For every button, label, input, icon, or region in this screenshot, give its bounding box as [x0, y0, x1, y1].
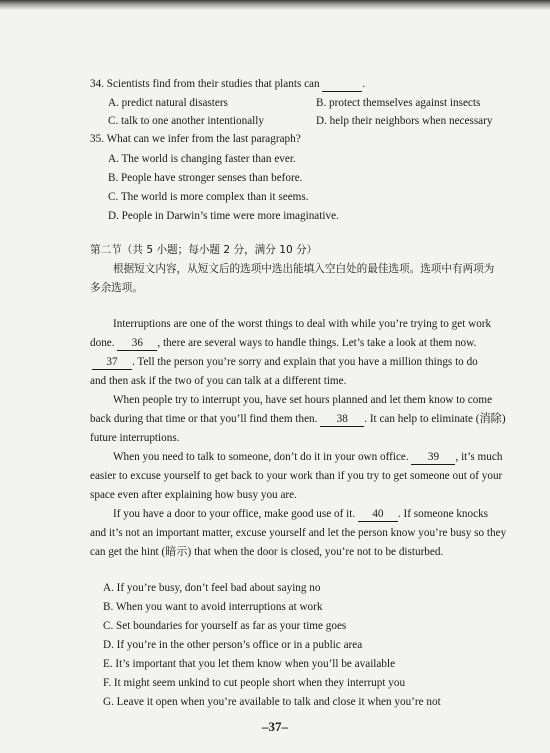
- blank-36[interactable]: 36: [117, 336, 157, 351]
- passage-p2-line1: [92, 355, 478, 370]
- choice-b[interactable]: B. When you want to avoid interruptions at work: [103, 601, 323, 613]
- passage-p1-line1: Interruptions are one of the worst things to deal with while you’re trying to get work: [113, 318, 492, 330]
- passage-p4-line2: easier to excuse yourself to get back to your work than if you try to get someone out of your: [90, 470, 503, 482]
- choice-a[interactable]: A. If you’re busy, don’t feel bad about saying no: [103, 582, 321, 594]
- choice-f[interactable]: F. It might seem unkind to cut people short when they interrupt you: [103, 677, 406, 689]
- page-number: –37–: [262, 719, 288, 734]
- passage-p5-line1: [113, 507, 488, 522]
- q34-option-a[interactable]: A. predict natural disasters: [108, 97, 228, 109]
- question-34-text: 34. Scientists find from their studies that plants can: [90, 78, 320, 90]
- passage-p3-start: back during that time or that you’ll find them then.: [90, 413, 318, 425]
- q34-option-b[interactable]: B. protect themselves against insects: [316, 97, 481, 109]
- scan-edge: [0, 0, 550, 10]
- passage-p4-rest: , it’s much: [455, 451, 503, 463]
- choice-c[interactable]: C. Set boundaries for yourself as far as your time goes: [103, 620, 347, 632]
- blank-40[interactable]: 40: [358, 507, 398, 522]
- question-34-end: .: [362, 78, 366, 90]
- passage-p1-line2: [90, 336, 476, 351]
- passage-p5-rest: . If someone knocks: [397, 508, 489, 520]
- passage-p5-start: If you have a door to your office, make good use of it.: [113, 508, 356, 520]
- passage-p4-start: When you need to talk to someone, don’t do it in your own office.: [113, 451, 409, 463]
- q34-option-d[interactable]: D. help their neighbors when necessary: [316, 115, 493, 127]
- choice-e[interactable]: E. It’s important that you let them know when you’ll be available: [103, 658, 396, 670]
- passage-p5-line2: and it’s not an important matter, excuse yourself and let the person know you’re busy so they: [90, 527, 507, 539]
- passage-p5-line3: can get the hint (暗示) that when the door is closed, you’re not to be disturbed.: [90, 546, 444, 558]
- section-instruction-line1: 根据短文内容，从短文后的选项中选出能填入空白处的最佳选项。选项中有两项为: [113, 263, 495, 275]
- q34-option-c[interactable]: C. talk to one another intentionally: [108, 115, 264, 127]
- passage-p2-line2: and then ask if the two of you can talk at a different time.: [90, 375, 347, 387]
- q35-option-c[interactable]: C. The world is more complex than it seems.: [108, 191, 309, 203]
- q35-option-a[interactable]: A. The world is changing faster than ever.: [108, 153, 296, 165]
- passage-p4-line3: space even after explaining how busy you are.: [90, 489, 297, 501]
- choice-g[interactable]: G. Leave it open when you’re available to talk and close it when you’re not: [103, 696, 441, 708]
- passage-p3-line2: [90, 412, 506, 427]
- q35-option-b[interactable]: B. People have stronger senses than before.: [108, 172, 303, 184]
- q35-option-d[interactable]: D. People in Darwin’s time were more imaginative.: [108, 210, 339, 222]
- passage-p3-line1: When people try to interrupt you, have set hours planned and let them know to come: [113, 394, 493, 406]
- blank-39[interactable]: 39: [411, 450, 455, 465]
- question-34-stem: [90, 77, 365, 92]
- passage-p3-rest: . It can help to eliminate (消除): [364, 413, 506, 425]
- passage-p3-line3: future interruptions.: [90, 432, 180, 444]
- section-instruction-line2: 多余选项。: [90, 282, 143, 294]
- blank-38[interactable]: 38: [320, 412, 364, 427]
- passage-p1-start: done.: [90, 337, 115, 349]
- passage-p4-line1: [113, 450, 502, 465]
- question-35-stem: 35. What can we infer from the last paragraph?: [90, 133, 301, 145]
- blank-37[interactable]: 37: [92, 355, 132, 370]
- passage-p2-rest: . Tell the person you’re sorry and explain that you have a million things to do: [132, 356, 478, 368]
- section-heading: 第二节（共 5 小题；每小题 2 分，满分 10 分）: [90, 244, 318, 256]
- question-34-blank: [322, 77, 362, 92]
- passage-p1-rest: , there are several ways to handle things. Let’s take a look at them now.: [157, 337, 477, 349]
- choice-d[interactable]: D. If you’re in the other person’s office or in a public area: [103, 639, 363, 651]
